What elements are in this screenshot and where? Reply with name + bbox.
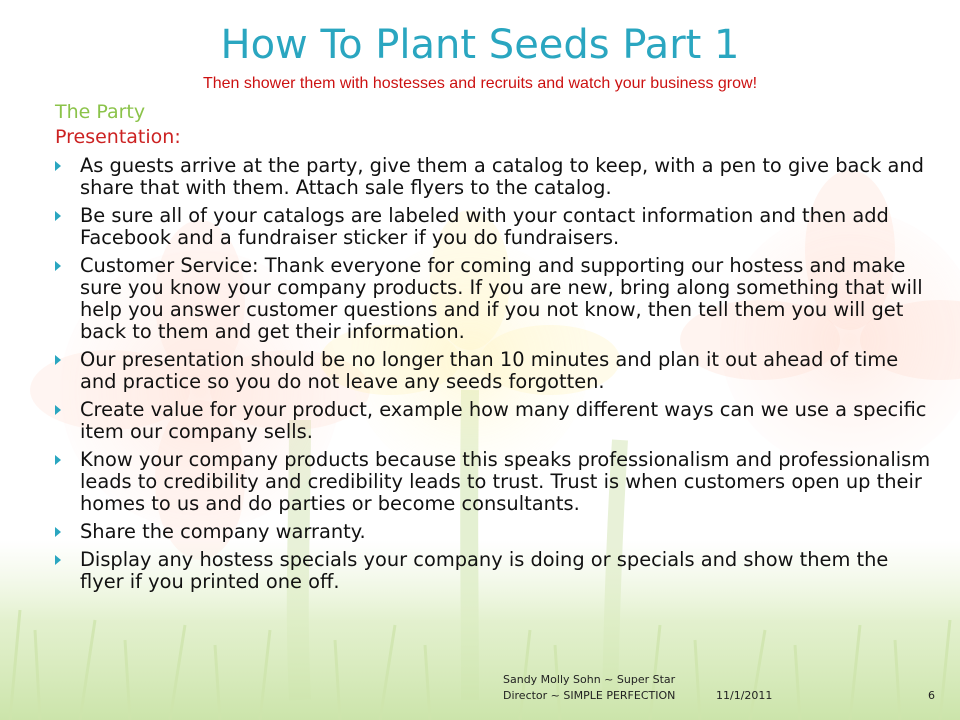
bullet-text: Customer Service: Thank everyone for coming and supporting our hostess and make sure you know your company products. If you are new, bring along something that will help you answer customer questions and if you not know, then tell them you will get back to them and get their information. [80, 254, 923, 343]
bullet-text: Know your company products because this speaks professionalism and professionalism leads to credibility and credibility leads to trust. Trust is when customers open up their homes to us and do parties or become consultants. [80, 448, 931, 515]
bullet-item [52, 255, 932, 343]
footer-date: 11/1/2011 [716, 689, 773, 702]
footer-author [503, 672, 713, 704]
slide-subtitle: Then shower them with hostesses and recruits and watch your business grow! [202, 75, 758, 92]
triangle-bullet-icon [55, 527, 61, 537]
triangle-bullet-icon [55, 261, 61, 271]
triangle-bullet-icon [55, 555, 61, 565]
bullet-text: Share the company warranty. [80, 520, 366, 543]
footer-author-line1: Sandy Molly Sohn ~ Super Star [503, 673, 676, 686]
bullet-text: Display any hostess specials your company is doing or specials and show them the flyer if you printed one off. [80, 548, 889, 593]
bullet-item [52, 205, 932, 249]
bullet-text: Our presentation should be no longer than 10 minutes and plan it out ahead of time and practice so you do not leave any seeds forgotten. [80, 348, 899, 393]
bullet-item [52, 449, 932, 515]
bullet-item [52, 399, 932, 443]
page-number: 6 [928, 689, 935, 702]
bullet-list [52, 155, 932, 599]
triangle-bullet-icon [55, 455, 61, 465]
bullet-text: Be sure all of your catalogs are labeled with your contact information and then add Facebook and a fundraiser sticker if you do fundraisers. [80, 204, 889, 249]
triangle-bullet-icon [55, 405, 61, 415]
subsection-heading: Presentation: [55, 126, 181, 148]
triangle-bullet-icon [55, 355, 61, 365]
triangle-bullet-icon [55, 161, 61, 171]
bullet-item [52, 155, 932, 199]
bullet-item [52, 549, 932, 593]
triangle-bullet-icon [55, 211, 61, 221]
bullet-text: As guests arrive at the party, give them a catalog to keep, with a pen to give back and share that with them. Attach sale flyers to the catalog. [80, 154, 924, 199]
section-heading: The Party [55, 101, 146, 123]
bullet-item [52, 521, 932, 543]
slide-title: How To Plant Seeds Part 1 [220, 22, 740, 68]
footer-author-line2: Director ~ SIMPLE PERFECTION [503, 689, 676, 702]
bullet-text: Create value for your product, example how many different ways can we use a specific item our company sells. [80, 398, 927, 443]
bullet-item [52, 349, 932, 393]
